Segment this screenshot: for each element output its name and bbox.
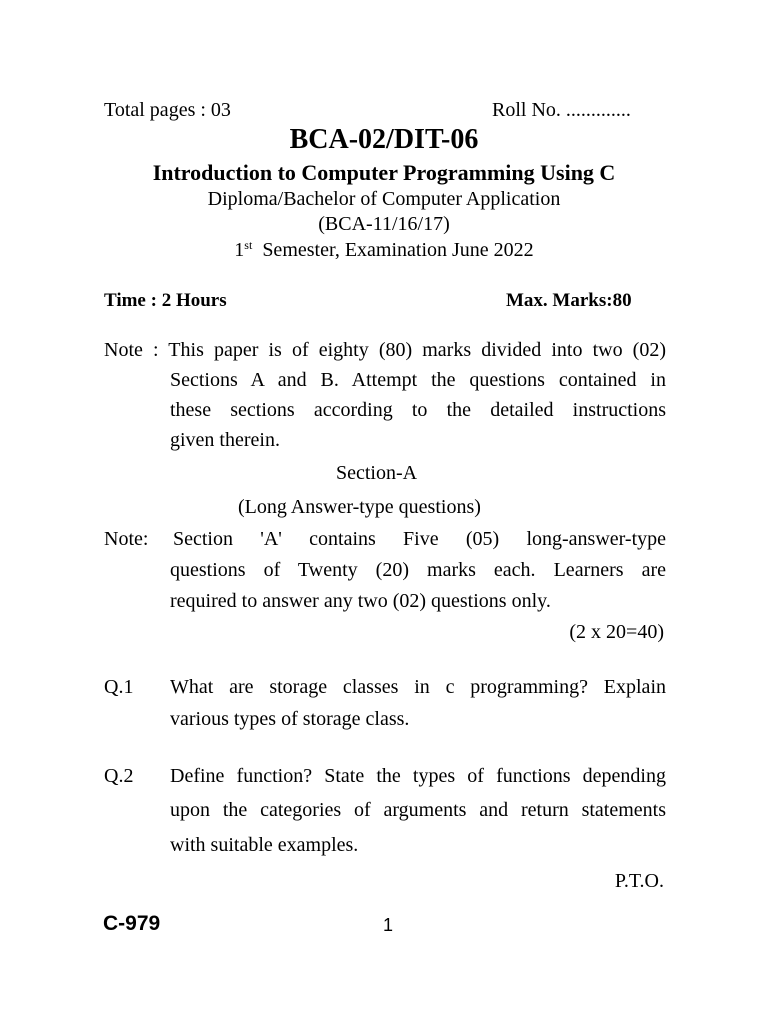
section-note-line-1: Section 'A' contains Five (05) long-answer-type	[173, 528, 666, 550]
total-pages: Total pages : 03	[104, 99, 231, 121]
semester-number: 1	[234, 239, 245, 261]
time-allowed: Time : 2 Hours	[104, 290, 227, 311]
section-note-label: Note:	[104, 528, 149, 550]
max-marks: Max. Marks:80	[506, 290, 632, 311]
question-2-line-2: upon the categories of arguments and return statements	[170, 799, 666, 821]
paper-code-footer: C-979	[103, 912, 161, 935]
question-2-line-1: Define function? State the types of functions depending	[170, 765, 666, 787]
question-1-line-2: various types of storage class.	[170, 708, 410, 730]
question-1-line-1: What are storage classes in c programming? Explain	[170, 676, 666, 698]
section-note-line-3: required to answer any two (02) questions only.	[170, 590, 551, 612]
question-number: Q.2	[104, 765, 134, 787]
program-codes: (BCA-11/16/17)	[318, 213, 450, 235]
note-line-1: Note : This paper is of eighty (80) marks divided into two (02)	[104, 339, 666, 361]
semester-superscript: st	[244, 238, 253, 252]
section-subtitle: (Long Answer-type questions)	[238, 496, 481, 518]
note-line-4: given therein.	[170, 429, 280, 451]
subject-title: Introduction to Computer Programming Using C	[152, 160, 616, 185]
please-turn-over: P.T.O.	[614, 870, 664, 892]
question-number: Q.1	[104, 676, 134, 698]
section-marks: (2 x 20=40)	[569, 621, 664, 643]
question-2-line-3: with suitable examples.	[170, 834, 359, 856]
program-name: Diploma/Bachelor of Computer Application	[207, 188, 561, 210]
semester-text: Semester, Examination June 2022	[262, 239, 534, 261]
section-note-line-2: questions of Twenty (20) marks each. Learners are	[170, 559, 666, 581]
page-number: 1	[383, 915, 394, 935]
paper-code-title: BCA-02/DIT-06	[289, 124, 479, 155]
semester-line	[0, 239, 768, 262]
section-title: Section-A	[336, 462, 418, 484]
roll-number: Roll No. .............	[492, 99, 631, 121]
note-line-2: Sections A and B. Attempt the questions contained in	[170, 369, 666, 391]
note-line-3: these sections according to the detailed instructions	[170, 399, 666, 421]
